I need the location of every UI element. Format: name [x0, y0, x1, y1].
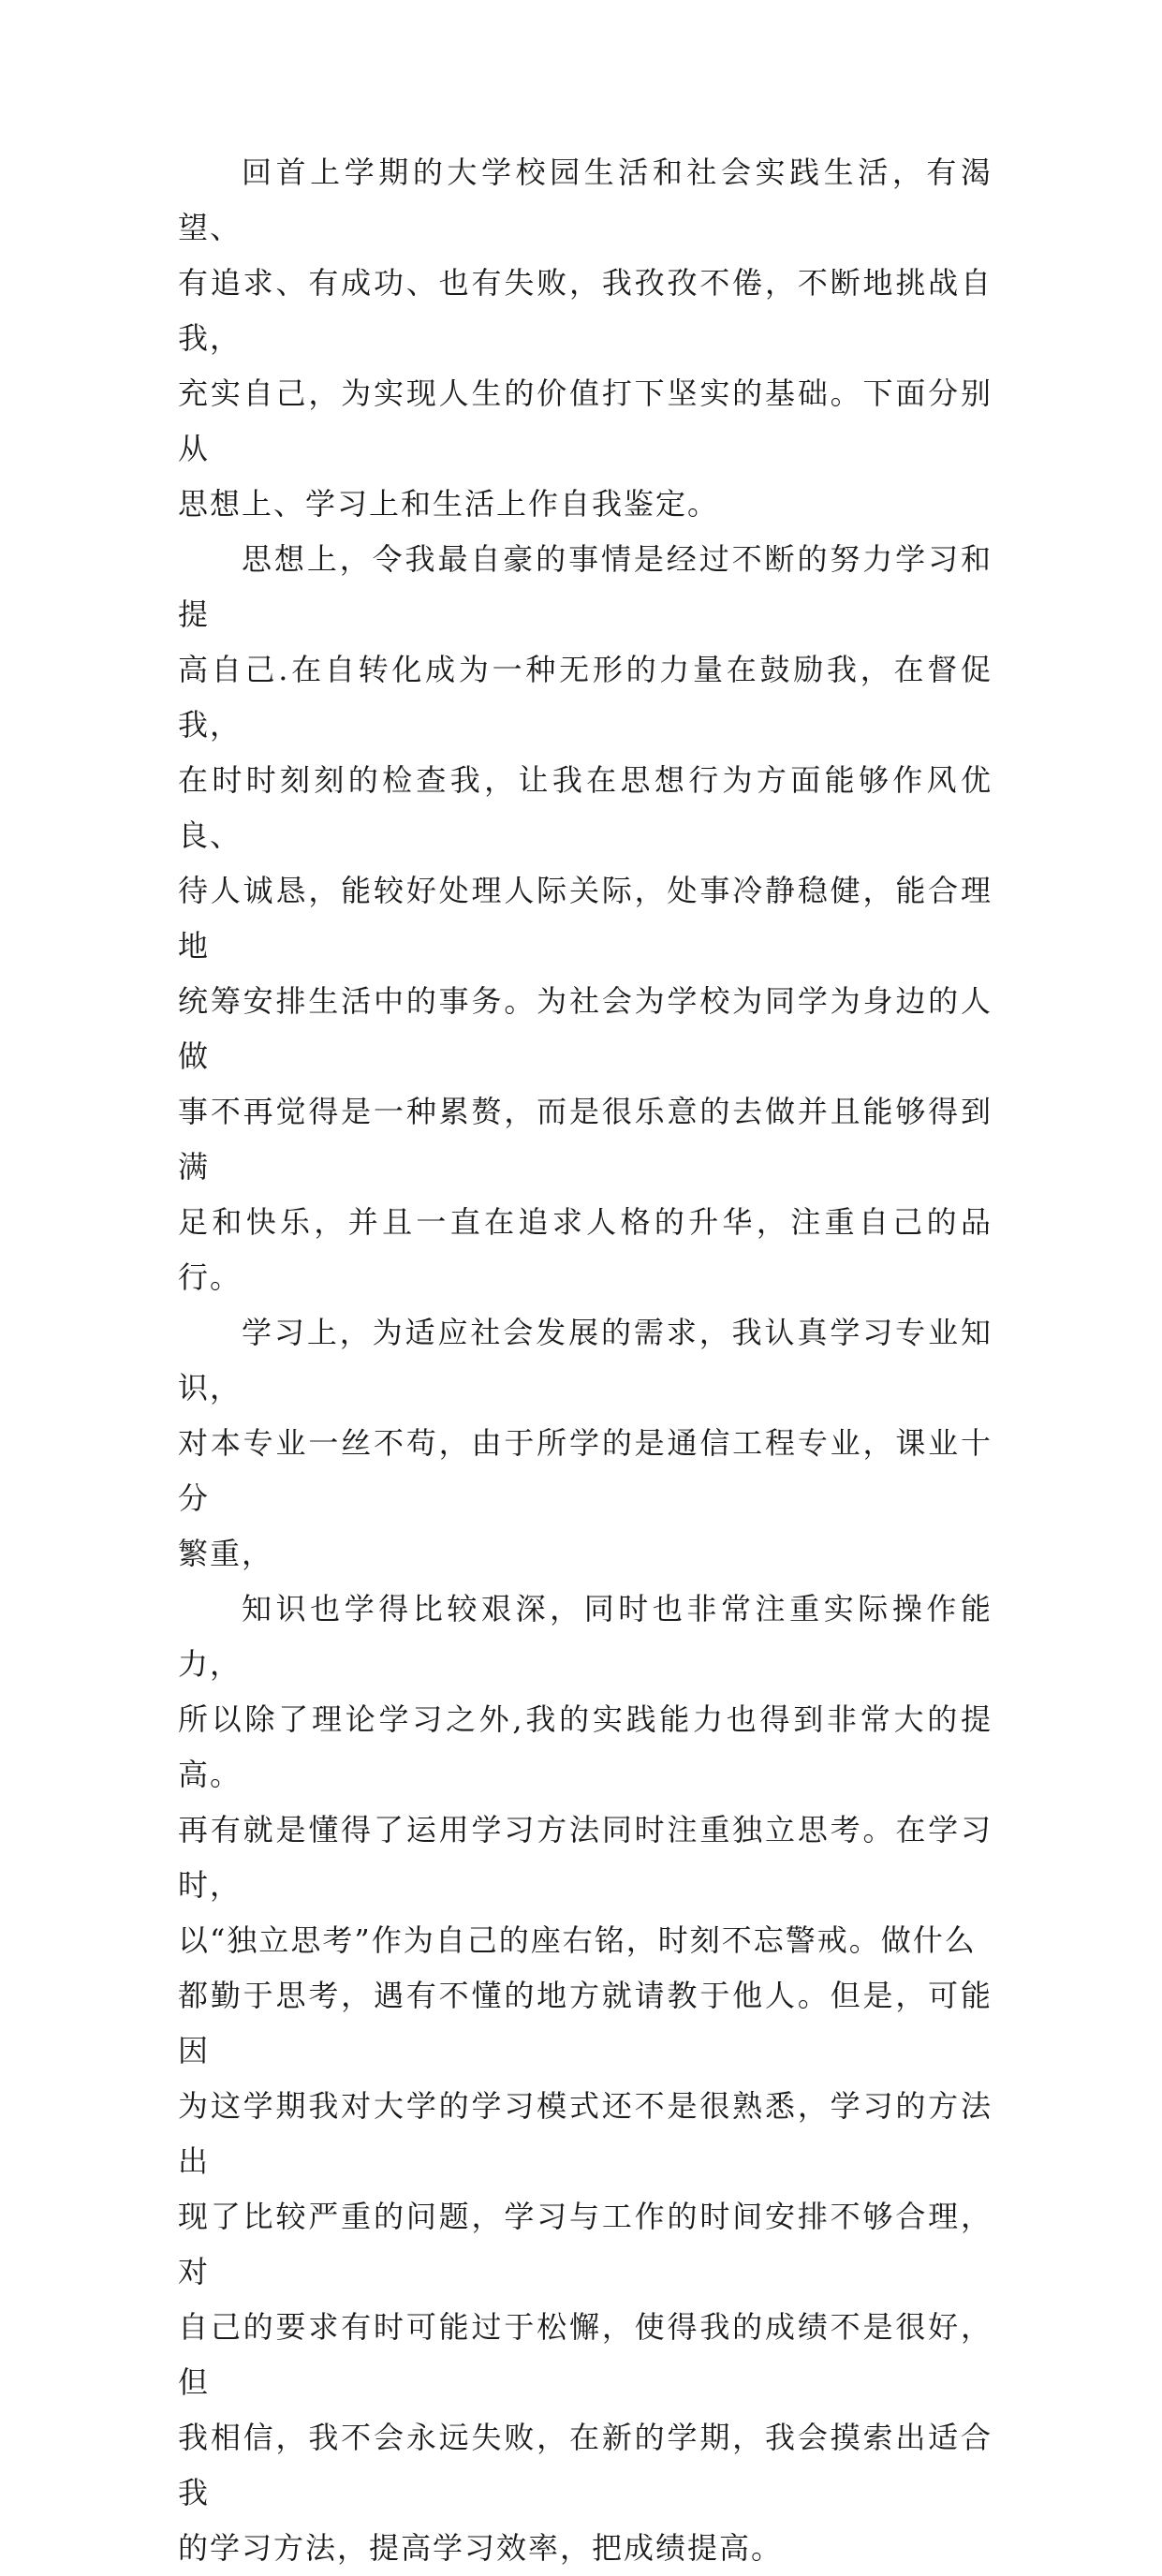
paragraph-intro: 回首上学期的大学校园生活和社会实践生活，有渴望、 有追求、有成功、也有失败，我孜孜不倦，不断地挑战自我， 充实自己，为实现人生的价值打下坚实的基础。下面分别从 思想上、学习上和生活上作自我鉴定。 [178, 155, 993, 522]
document-body [178, 145, 993, 2576]
paragraph-thought: 思想上，令我最自豪的事情是经过不断的努力学习和提 高自己.在自转化成为一种无形的力量在鼓励我，在督促我， 在时时刻刻的检查我，让我在思想行为方面能够作风优良、 待人诚恳，能较好处理人际关际，处事冷静稳健，能合理地 统筹安排生活中的事务。为社会为学校为同学为身边的人做 事不再觉得是一种累赘，而是很乐意的去做并且能够得到满 足和快乐，并且一直在追求人格的升华，注重自己的品行。 [178, 541, 993, 1295]
paragraph-study-continued: 知识也学得比较艰深，同时也非常注重实际操作能力， 所以除了理论学习之外,我的实践能力也得到非常大的提高。 再有就是懂得了运用学习方法同时注重独立思考。在学习时， 以“独立思考”作为自己的座右铭，时刻不忘警戒。做什么 都勤于思考，遇有不懂的地方就请教于他人。但是，可能因 为这学期我对大学的学习模式还不是很熟悉，学习的方法出 现了比较严重的问题，学习与工作的时间安排不够合理，对 自己的要求有时可能过于松懈，使得我的成绩不是很好，但 我相信，我不会永远失败，在新的学期，我会摸索出适合我 的学习方法，提高学习效率，把成绩提高。 [178, 1591, 993, 2566]
paragraph-study: 学习上，为适应社会发展的需求，我认真学习专业知识， 对本专业一丝不苟，由于所学的是通信工程专业，课业十分 繁重， [178, 1315, 993, 1571]
